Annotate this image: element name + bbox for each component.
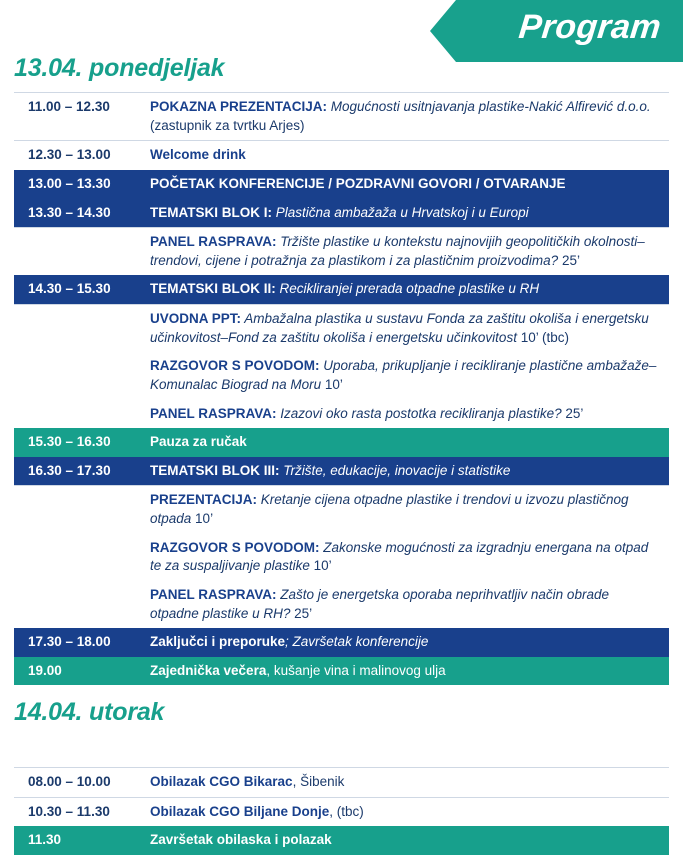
schedule-text-part: , Šibenik <box>292 774 345 789</box>
schedule-text-part: Izazovi oko rasta postotka recikliranja plastike? <box>276 405 562 421</box>
schedule-text-part: ; Završetak konferencije <box>285 634 429 650</box>
schedule-row-description <box>146 275 669 304</box>
schedule-row-time <box>14 352 146 399</box>
schedule-text-part: , kušanje vina i malinovog ulja <box>266 662 446 678</box>
schedule-row-time: 11.00 – 12.30 <box>28 99 110 114</box>
schedule-row-time <box>14 305 146 352</box>
schedule-row-time <box>14 228 146 275</box>
schedule-row <box>14 275 669 304</box>
schedule-row <box>14 199 669 228</box>
schedule-row-description <box>146 141 669 170</box>
schedule-row-description <box>146 352 669 399</box>
page-title: Program <box>517 8 664 46</box>
schedule-text-part: Recikliranjei prerada otpadne plastike u RH <box>275 281 540 297</box>
schedule-row-time: 17.30 – 18.00 <box>28 634 111 650</box>
schedule-row-time: 13.30 – 14.30 <box>28 204 111 220</box>
schedule-row-description <box>146 170 669 199</box>
schedule-row-time: 12.30 – 13.00 <box>28 147 111 163</box>
schedule-text-part: Mogućnosti usitnjavanja plastike-Nakić Alfirević d.o.o. <box>327 99 651 114</box>
schedule-row <box>14 534 669 581</box>
schedule-row-time: 11.30 <box>28 832 62 848</box>
schedule-text-part: , (tbc) <box>329 803 364 819</box>
schedule-row-description <box>146 534 669 581</box>
schedule-text-part: RAZGOVOR S POVODOM: <box>150 358 320 374</box>
schedule-row <box>14 304 669 352</box>
schedule-text-part: PREZENTACIJA: <box>150 492 258 508</box>
day-heading-1: 13.04. ponedjeljak <box>14 54 225 82</box>
schedule-text-part: TEMATSKI BLOK II: <box>150 281 276 297</box>
schedule-row-description <box>146 581 669 628</box>
schedule-text-part: Ambažalna plastika u sustavu Fonda za zaštitu okoliša i energetsku učinkovitost–Fond za zaštitu okoliša i energetsku učinkovitost <box>150 311 649 345</box>
schedule-text-part: TEMATSKI BLOK I: <box>150 204 272 220</box>
schedule-text-part: Zaključci i preporuke <box>150 634 286 650</box>
schedule-row <box>14 227 669 275</box>
program-header-banner <box>430 0 683 62</box>
schedule-row-description <box>146 305 669 352</box>
schedule-text-part: POČETAK KONFERENCIJE / POZDRAVNI GOVORI / OTVARANJE <box>150 175 566 191</box>
schedule-text-part: Zajednička večera <box>150 662 267 678</box>
schedule-text-part: 25’ <box>558 252 580 268</box>
schedule-row-description <box>146 768 669 797</box>
schedule-row-description <box>146 486 669 533</box>
schedule-text-part: Plastična ambažaža u Hrvatskoj i u Europi <box>272 204 529 220</box>
schedule-text-part: PANEL RASPRAVA: <box>150 405 277 421</box>
schedule-text-part: Kretanje cijena otpadne plastike i trendovi u izvozu plastičnog otpada <box>150 492 629 526</box>
schedule-text-part: Tržište plastike u kontekstu najnovijih geopolitičkih okolnosti–trendovi, cijene i potražnja za plastikom i za plastičnim proizvodima? <box>150 234 645 268</box>
schedule-row-description <box>146 93 669 140</box>
schedule-text-part: Završetak obilaska i polazak <box>150 832 332 848</box>
schedule-text-part: TEMATSKI BLOK III: <box>150 462 280 478</box>
schedule-day-1 <box>14 92 669 685</box>
schedule-row-description <box>146 457 669 486</box>
schedule-row <box>14 457 669 486</box>
schedule-text-part: Zakonske mogućnosti za izgradnju energana na otpad te za suspaljivanje plastike <box>150 539 649 574</box>
schedule-text-part: UVODNA PPT: <box>150 311 242 326</box>
schedule-row-time: 10.30 – 11.30 <box>28 803 110 819</box>
schedule-text-part: PANEL RASPRAVA: <box>150 586 277 602</box>
schedule-row-description <box>146 400 669 429</box>
schedule-text-part: Zašto je energetska oporaba neprihvatljiv način obrade otpadne plastike u RH? <box>150 586 609 621</box>
schedule-row-description <box>146 826 669 855</box>
day-heading-2: 14.04. utorak <box>14 698 165 726</box>
schedule-row-description <box>146 657 669 686</box>
schedule-row <box>14 352 669 399</box>
schedule-text-part: 10’ <box>191 511 214 526</box>
schedule-text-part: RAZGOVOR S POVODOM: <box>150 539 320 555</box>
schedule-row <box>14 485 669 533</box>
schedule-text-part: Welcome drink <box>150 147 246 163</box>
schedule-row <box>14 140 669 170</box>
schedule-row-time <box>14 534 146 581</box>
schedule-row <box>14 657 669 686</box>
schedule-row <box>14 581 669 628</box>
schedule-text-part: POKAZNA PREZENTACIJA: <box>150 99 328 114</box>
schedule-row-time: 14.30 – 15.30 <box>28 281 111 297</box>
schedule-text-part: (zastupnik za tvrtku Arjes) <box>150 117 305 133</box>
schedule-row-time: 13.00 – 13.30 <box>28 175 111 191</box>
schedule-row-time <box>14 486 146 533</box>
schedule-text-part: Pauza za ručak <box>150 434 247 450</box>
schedule-row-description <box>146 798 669 827</box>
schedule-day-2 <box>14 767 669 855</box>
schedule-text-part: Uporaba, prikupljanje i recikliranje plastične ambažaže– Komunalac Biograd na Moru <box>150 358 657 392</box>
schedule-row-time <box>14 400 146 429</box>
schedule-row <box>14 797 669 827</box>
schedule-text-part: PANEL RASPRAVA: <box>150 234 277 250</box>
schedule-row <box>14 92 669 140</box>
schedule-row <box>14 628 669 657</box>
schedule-text-part: Tržište, edukacije, inovacije i statistike <box>279 462 511 478</box>
schedule-row-time: 19.00 <box>28 662 62 678</box>
schedule-row-description <box>146 199 669 228</box>
schedule-row-description <box>146 228 669 275</box>
schedule-row <box>14 826 669 855</box>
schedule-text-part: 10’ <box>309 558 332 574</box>
schedule-row-time: 15.30 – 16.30 <box>28 434 111 450</box>
schedule-row <box>14 400 669 429</box>
schedule-text-part: 25’ <box>290 605 313 621</box>
schedule-text-part: Obilazak CGO Bikarac <box>150 774 293 789</box>
schedule-row <box>14 428 669 457</box>
schedule-row-time: 08.00 – 10.00 <box>28 774 111 789</box>
schedule-row <box>14 767 669 797</box>
schedule-row-description <box>146 628 669 657</box>
schedule-text-part: 10’ (tbc) <box>516 329 569 345</box>
schedule-text-part: 10’ <box>321 376 343 392</box>
schedule-text-part: Obilazak CGO Biljane Donje <box>150 803 330 819</box>
schedule-row-description <box>146 428 669 457</box>
schedule-row <box>14 170 669 199</box>
schedule-row-time <box>14 581 146 628</box>
schedule-text-part: 25’ <box>561 405 584 421</box>
schedule-row-time: 16.30 – 17.30 <box>28 462 111 478</box>
